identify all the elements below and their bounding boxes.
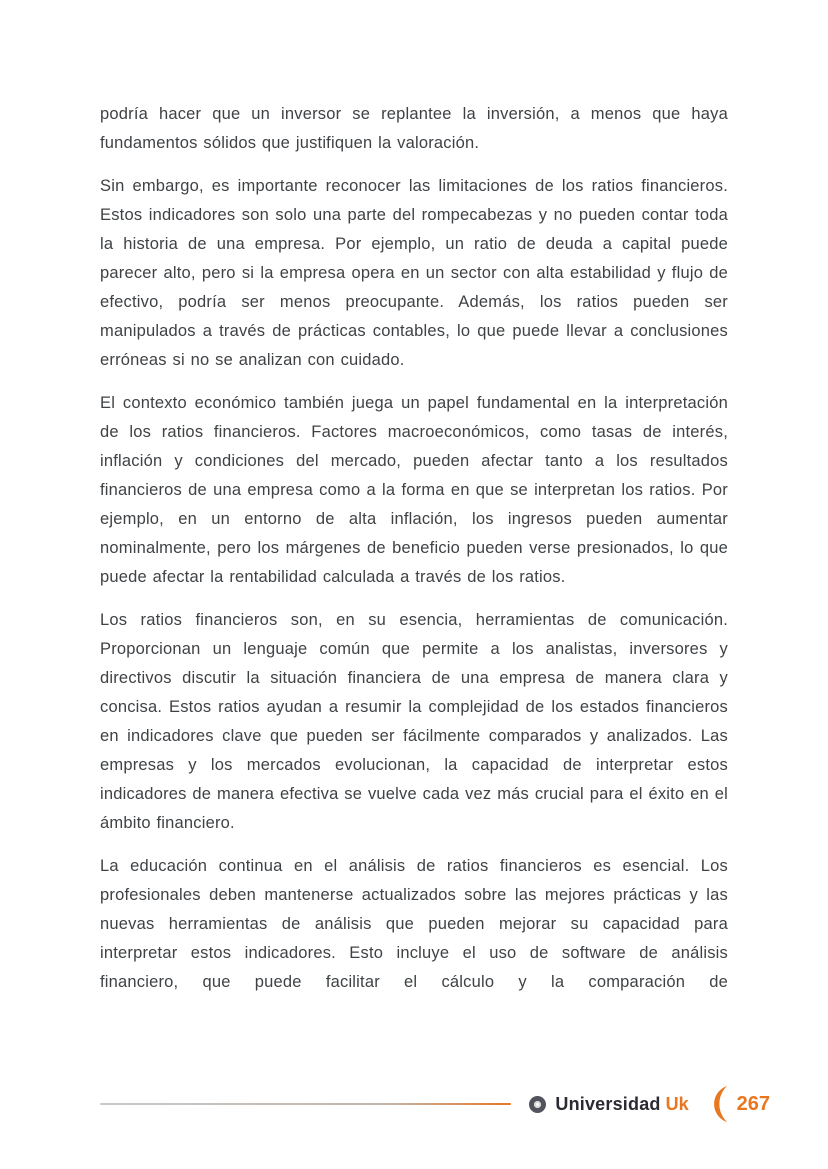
brand-accent: Uk [665, 1093, 689, 1114]
page-footer [100, 1083, 770, 1125]
paragraph: Los ratios financieros son, en su esencia, herramientas de comunicación. Proporcionan un lenguaje común que permite a los analistas, inversores y directivos discutir la situación financiera de una empresa de manera clara y concisa. Estos ratios ayudan a resumir la complejidad de los estados financieros en indicadores clave que pueden ser fácilmente comparados y analizados. Las empresas y los mercados evolucionan, la capacidad de interpretar estos indicadores de manera efectiva se vuelve cada vez más crucial para el éxito en el ámbito financiero. [100, 611, 728, 832]
logo-dot-icon [534, 1101, 541, 1108]
paragraph: El contexto económico también juega un papel fundamental en la interpretación de los ratios financieros. Factores macroeconómicos, como tasas de interés, inflación y condiciones del mercado, pueden afectar tanto a los resultados financieros de una empresa como a la forma en que se interpretan los ratios. Por ejemplo, en un entorno de alta inflación, los ingresos pueden aumentar nominalmente, pero los márgenes de beneficio pueden verse presionados, lo que puede afectar la rentabilidad calculada a través de los ratios. [100, 394, 728, 586]
paragraph: podría hacer que un inversor se replantee la inversión, a menos que haya fundamentos sólidos que justifiquen la valoración. [100, 105, 728, 152]
page-number: 267 [736, 1092, 770, 1115]
footer-divider [100, 1103, 511, 1105]
crescent-icon [705, 1084, 729, 1124]
brand-name: Universidad [555, 1093, 661, 1114]
logo-circle-icon [529, 1096, 546, 1113]
page-body-text [100, 100, 728, 997]
paragraph: La educación continua en el análisis de ratios financieros es esencial. Los profesionales deben mantenerse actualizados sobre las mejores prácticas y las nuevas herramientas de análisis que pueden mejorar su capacidad para interpretar estos indicadores. Esto incluye el uso de software de análisis financiero, que puede facilitar el cálculo y la comparación de [100, 857, 728, 991]
paragraph: Sin embargo, es importante reconocer las limitaciones de los ratios financieros. Estos indicadores son solo una parte del rompecabezas y no pueden contar toda la historia de una empresa. Por ejemplo, un ratio de deuda a capital puede parecer alto, pero si la empresa opera en un sector con alta estabilidad y flujo de efectivo, podría ser menos preocupante. Además, los ratios pueden ser manipulados a través de prácticas contables, lo que puede llevar a conclusiones erróneas si no se analizan con cuidado. [100, 177, 728, 369]
